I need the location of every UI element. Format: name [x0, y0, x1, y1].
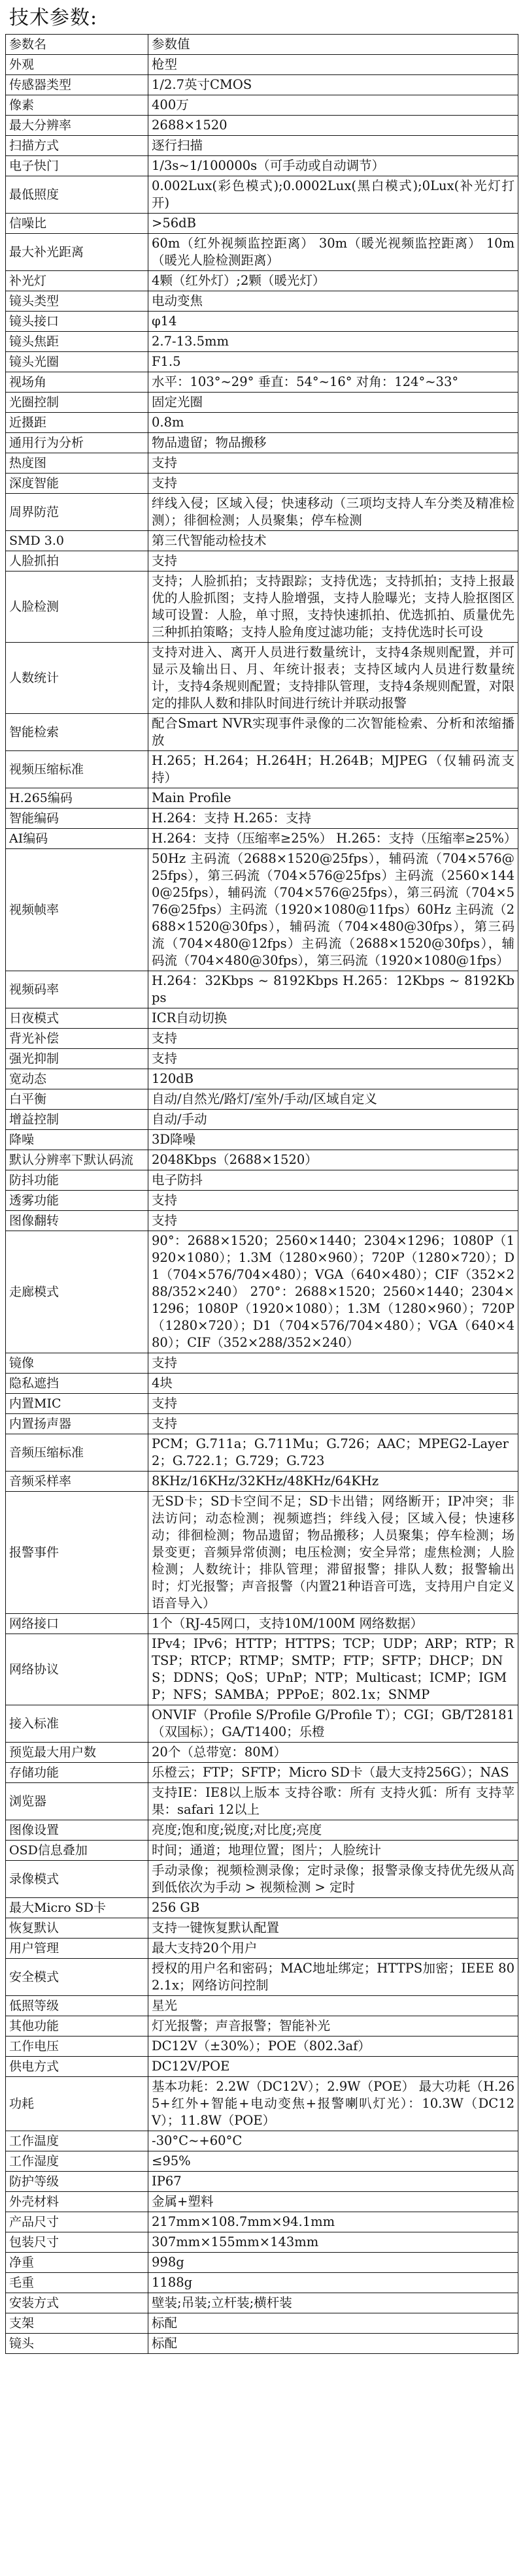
table-row	[6, 214, 518, 234]
page-title: 技术参数:	[9, 7, 98, 29]
table-row	[6, 2293, 518, 2313]
param-name-cell: 工作电压	[6, 2037, 148, 2057]
param-name-cell: 报警事件	[6, 1492, 148, 1614]
table-row	[6, 643, 518, 714]
table-row	[6, 136, 518, 156]
table-row	[6, 1861, 518, 1898]
param-name-cell: 隐私遮挡	[6, 1374, 148, 1394]
param-name-cell: SMD 3.0	[6, 531, 148, 551]
param-value-cell: 1/3s~1/100000s（可手动或自动调节）	[148, 156, 518, 176]
table-row	[6, 234, 518, 271]
table-row	[6, 572, 518, 643]
table-row	[6, 1029, 518, 1049]
param-value-cell: 参数值	[148, 35, 518, 55]
param-name-cell: 通用行为分析	[6, 433, 148, 453]
param-name-cell: 宽动态	[6, 1069, 148, 1089]
param-name-cell: 视场角	[6, 372, 148, 393]
param-value-cell: 授权的用户名和密码；MAC地址绑定；HTTPS加密；IEEE 802.1x；网络访问控制	[148, 1959, 518, 1996]
table-row	[6, 1211, 518, 1231]
param-name-cell: 最低照度	[6, 176, 148, 214]
param-name-cell: 人脸抓拍	[6, 551, 148, 572]
table-row	[6, 1763, 518, 1783]
table-row	[6, 271, 518, 291]
table-row	[6, 2131, 518, 2151]
table-row	[6, 393, 518, 413]
param-value-cell: 枪型	[148, 55, 518, 75]
param-name-cell: 产品尺寸	[6, 2212, 148, 2232]
param-name-cell: 镜像	[6, 1353, 148, 1374]
param-name-cell: 供电方式	[6, 2057, 148, 2077]
table-row	[6, 1918, 518, 1939]
param-value-cell: DC12V/POE	[148, 2057, 518, 2077]
param-name-cell: 背光补偿	[6, 1029, 148, 1049]
param-name-cell: 电子快门	[6, 156, 148, 176]
param-name-cell: 其他功能	[6, 2016, 148, 2037]
table-row	[6, 1996, 518, 2016]
param-name-cell: 音频采样率	[6, 1472, 148, 1492]
param-name-cell: 最大Micro SD卡	[6, 1898, 148, 1918]
param-value-cell: 支持	[148, 1029, 518, 1049]
table-row	[6, 2037, 518, 2057]
param-value-cell: 支持	[148, 1211, 518, 1231]
table-row	[6, 2273, 518, 2293]
table-row	[6, 788, 518, 809]
param-value-cell: 逐行扫描	[148, 136, 518, 156]
param-value-cell: 50Hz 主码流（2688×1520@25fps），辅码流（704×576@25fps），第三码流（704×576@25fps）主码流（2560×1440@25fps），辅码流（704×576@25fps），第三码流（704×576@25fps）主码流（1920×1080@11fps）60Hz 主码流（2688×1520@30fps），辅码流（704×480@30fps），第三码流（704×480@12fps）主码流（2688×1520@30fps），辅码流（704×480@30fps），第三码流（1920×1080@1fps）	[148, 849, 518, 971]
param-value-cell: F1.5	[148, 352, 518, 372]
param-value-cell: 支持IE：IE8以上版本 支持谷歌：所有 支持火狐：所有 支持苹果：safari 12以上	[148, 1783, 518, 1820]
table-row	[6, 971, 518, 1008]
table-row	[6, 2192, 518, 2212]
param-value-cell: 乐橙云；FTP；SFTP；Micro SD卡（最大支持256G）；NAS	[148, 1763, 518, 1783]
param-name-cell: 热度图	[6, 453, 148, 474]
param-value-cell: 4颗（红外灯）;2颗（暖光灯）	[148, 271, 518, 291]
table-row	[6, 1820, 518, 1841]
param-name-cell: 防护等级	[6, 2172, 148, 2192]
table-row	[6, 372, 518, 393]
param-value-cell: 20个（总带宽：80M）	[148, 1743, 518, 1763]
table-row	[6, 1898, 518, 1918]
param-value-cell: 60m（红外视频监控距离） 30m（暖光视频监控距离） 10m（暖光人脸检测距离）	[148, 234, 518, 271]
table-row	[6, 1191, 518, 1211]
table-row	[6, 1374, 518, 1394]
param-value-cell: 标配	[148, 2313, 518, 2334]
param-name-cell: H.265编码	[6, 788, 148, 809]
param-value-cell: 0.002Lux(彩色模式);0.0002Lux(黑白模式);0Lux(补光灯打开)	[148, 176, 518, 214]
param-value-cell: 支持	[148, 1394, 518, 1414]
param-name-cell: 降噪	[6, 1130, 148, 1150]
param-name-cell: 白平衡	[6, 1089, 148, 1110]
table-row	[6, 35, 518, 55]
table-row	[6, 1434, 518, 1472]
table-row	[6, 531, 518, 551]
param-value-cell: -30°C~+60°C	[148, 2131, 518, 2151]
param-name-cell: 工作湿度	[6, 2151, 148, 2172]
param-value-cell: 最大支持20个用户	[148, 1939, 518, 1959]
param-value-cell: 第三代智能动检技术	[148, 531, 518, 551]
param-name-cell: 网络协议	[6, 1634, 148, 1705]
param-name-cell: 毛重	[6, 2273, 148, 2293]
table-row	[6, 809, 518, 829]
param-value-cell: 1188g	[148, 2273, 518, 2293]
param-name-cell: 镜头焦距	[6, 332, 148, 352]
table-row	[6, 433, 518, 453]
param-value-cell: 8KHz/16KHz/32KHz/48KHz/64KHz	[148, 1472, 518, 1492]
param-value-cell: 物品遗留；物品搬移	[148, 433, 518, 453]
param-name-cell: 图像翻转	[6, 1211, 148, 1231]
param-value-cell: ONVIF（Profile S/Profile G/Profile T）；CGI；GB/T28181（双国标）；GA/T1400；乐橙	[148, 1705, 518, 1743]
param-value-cell: 2048Kbps（2688×1520）	[148, 1150, 518, 1170]
table-row	[6, 1634, 518, 1705]
param-name-cell: 视频码率	[6, 971, 148, 1008]
param-value-cell: 1个（RJ-45网口，支持10M/100M 网络数据）	[148, 1614, 518, 1634]
param-name-cell: 安全模式	[6, 1959, 148, 1996]
param-name-cell: 信噪比	[6, 214, 148, 234]
param-value-cell: 灯光报警；声音报警；智能补光	[148, 2016, 518, 2037]
param-value-cell: 支持	[148, 1049, 518, 1069]
param-value-cell: 支持；人脸抓拍；支持跟踪；支持优选；支持抓拍；支持上报最优的人脸抓图；支持人脸增强，支持人脸曝光；支持人脸抠图区域可设置：人脸，单寸照，支持快速抓拍、优选抓拍、质量优先三种抓拍策略；支持人脸角度过滤功能；支持优选时长可设	[148, 572, 518, 643]
param-value-cell: 1/2.7英寸CMOS	[148, 75, 518, 95]
param-value-cell: 自动/手动	[148, 1110, 518, 1130]
param-name-cell: 图像设置	[6, 1820, 148, 1841]
param-name-cell: 网络接口	[6, 1614, 148, 1634]
table-row	[6, 1049, 518, 1069]
param-name-cell: 外壳材料	[6, 2192, 148, 2212]
table-row	[6, 714, 518, 751]
param-name-cell: 近摄距	[6, 413, 148, 433]
table-row	[6, 551, 518, 572]
param-value-cell: 支持	[148, 453, 518, 474]
table-row	[6, 95, 518, 116]
table-row	[6, 453, 518, 474]
table-row	[6, 1069, 518, 1089]
param-value-cell: 90°：2688×1520；2560×1440；2304×1296；1080P（1920×1080）；1.3M（1280×960）；720P（1280×720）；D1（704×576/704×480）；VGA（640×480）；CIF（352×288/352×240） 270°：2688×1520；2560×1440；2304×1296；1080P（1920×1080）；1.3M（1280×960）；720P（1280×720）；D1（704×576/704×480）；VGA（640×480）；CIF（352×288/352×240）	[148, 1231, 518, 1353]
param-name-cell: 外观	[6, 55, 148, 75]
param-value-cell: φ14	[148, 312, 518, 332]
param-name-cell: 防抖功能	[6, 1170, 148, 1191]
table-row	[6, 1841, 518, 1861]
param-value-cell: H.265；H.264；H.264H；H.264B；MJPEG（仅辅码流支持）	[148, 751, 518, 788]
table-row	[6, 1472, 518, 1492]
param-name-cell: 智能检索	[6, 714, 148, 751]
table-row	[6, 1939, 518, 1959]
param-name-cell: 支架	[6, 2313, 148, 2334]
param-name-cell: 工作温度	[6, 2131, 148, 2151]
param-value-cell: 支持	[148, 1353, 518, 1374]
param-value-cell: 2.7-13.5mm	[148, 332, 518, 352]
param-name-cell: 内置扬声器	[6, 1414, 148, 1434]
param-name-cell: 透雾功能	[6, 1191, 148, 1211]
table-row	[6, 2172, 518, 2192]
param-value-cell: IP67	[148, 2172, 518, 2192]
param-name-cell: 智能编码	[6, 809, 148, 829]
table-row	[6, 1783, 518, 1820]
param-name-cell: 参数名	[6, 35, 148, 55]
table-row	[6, 1394, 518, 1414]
table-row	[6, 75, 518, 95]
param-name-cell: 安装方式	[6, 2293, 148, 2313]
table-row	[6, 291, 518, 312]
table-row	[6, 1705, 518, 1743]
table-row	[6, 2077, 518, 2131]
param-name-cell: 深度智能	[6, 474, 148, 494]
param-value-cell: 支持	[148, 1191, 518, 1211]
param-name-cell: 增益控制	[6, 1110, 148, 1130]
param-name-cell: 浏览器	[6, 1783, 148, 1820]
table-row	[6, 1089, 518, 1110]
table-row	[6, 156, 518, 176]
table-row	[6, 1959, 518, 1996]
param-value-cell: 支持	[148, 1414, 518, 1434]
param-name-cell: 最大补光距离	[6, 234, 148, 271]
table-row	[6, 829, 518, 849]
param-name-cell: 镜头光圈	[6, 352, 148, 372]
param-value-cell: 支持	[148, 551, 518, 572]
table-row	[6, 2232, 518, 2253]
table-row	[6, 849, 518, 971]
param-name-cell: 视频帧率	[6, 849, 148, 971]
param-value-cell: 绊线入侵；区域入侵；快速移动（三项均支持人车分类及精准检测）；徘徊检测；人员聚集；停车检测	[148, 494, 518, 531]
param-name-cell: 镜头	[6, 2334, 148, 2354]
param-name-cell: 录像模式	[6, 1861, 148, 1898]
param-name-cell: 存储功能	[6, 1763, 148, 1783]
param-value-cell: PCM；G.711a；G.711Mu；G.726；AAC；MPEG2-Layer2；G.722.1；G.729；G.723	[148, 1434, 518, 1472]
param-value-cell: ≤95%	[148, 2151, 518, 2172]
param-value-cell: >56dB	[148, 214, 518, 234]
param-value-cell: 亮度;饱和度;锐度;对比度;亮度	[148, 1820, 518, 1841]
param-value-cell: 支持一键恢复默认配置	[148, 1918, 518, 1939]
param-name-cell: 最大分辨率	[6, 116, 148, 136]
param-name-cell: 强光抑制	[6, 1049, 148, 1069]
param-value-cell: H.264：32Kbps ~ 8192Kbps H.265：12Kbps ~ 8192Kbps	[148, 971, 518, 1008]
param-value-cell: 307mm×155mm×143mm	[148, 2232, 518, 2253]
param-value-cell: 电动变焦	[148, 291, 518, 312]
table-row	[6, 751, 518, 788]
table-row	[6, 332, 518, 352]
table-row	[6, 352, 518, 372]
param-name-cell: 预览最大用户数	[6, 1743, 148, 1763]
param-value-cell: 星光	[148, 1996, 518, 2016]
param-value-cell: ICR自动切换	[148, 1008, 518, 1029]
param-value-cell: 电子防抖	[148, 1170, 518, 1191]
table-row	[6, 2313, 518, 2334]
param-value-cell: IPv4；IPv6；HTTP；HTTPS；TCP；UDP；ARP；RTP；RTSP；RTCP；RTMP；SMTP；FTP；SFTP；DHCP；DNS；DDNS；QoS；UPnP；NTP；Multicast；ICMP；IGMP；NFS；SAMBA；PPPoE；802.1x；SNMP	[148, 1634, 518, 1705]
param-value-cell: 水平：103°~29° 垂直：54°~16° 对角：124°~33°	[148, 372, 518, 393]
param-value-cell: 配合Smart NVR实现事件录像的二次智能检索、分析和浓缩播放	[148, 714, 518, 751]
param-value-cell: 壁装;吊装;立杆装;横杆装	[148, 2293, 518, 2313]
spec-table	[5, 34, 518, 2354]
param-name-cell: 净重	[6, 2253, 148, 2273]
param-name-cell: AI编码	[6, 829, 148, 849]
param-value-cell: H.264：支持（压缩率≥25%） H.265：支持（压缩率≥25%）	[148, 829, 518, 849]
table-row	[6, 116, 518, 136]
param-value-cell: 998g	[148, 2253, 518, 2273]
param-name-cell: 人数统计	[6, 643, 148, 714]
table-row	[6, 312, 518, 332]
param-name-cell: OSD信息叠加	[6, 1841, 148, 1861]
table-row	[6, 2151, 518, 2172]
param-name-cell: 镜头接口	[6, 312, 148, 332]
table-row	[6, 1130, 518, 1150]
table-row	[6, 413, 518, 433]
param-value-cell: 0.8m	[148, 413, 518, 433]
param-value-cell: 自动/自然光/路灯/室外/手动/区域自定义	[148, 1089, 518, 1110]
param-value-cell: 时间；通道；地理位置；图片；人脸统计	[148, 1841, 518, 1861]
param-value-cell: 3D降噪	[148, 1130, 518, 1150]
table-row	[6, 494, 518, 531]
table-row	[6, 1110, 518, 1130]
table-row	[6, 1614, 518, 1634]
param-value-cell: 支持	[148, 474, 518, 494]
param-name-cell: 默认分辨率下默认码流	[6, 1150, 148, 1170]
table-row	[6, 2057, 518, 2077]
table-row	[6, 55, 518, 75]
param-value-cell: H.264：支持 H.265：支持	[148, 809, 518, 829]
table-row	[6, 474, 518, 494]
table-row	[6, 1170, 518, 1191]
param-name-cell: 内置MIC	[6, 1394, 148, 1414]
table-row	[6, 2016, 518, 2037]
spec-table-body	[6, 35, 518, 2354]
table-row	[6, 176, 518, 214]
table-row	[6, 1231, 518, 1353]
param-name-cell: 走廊模式	[6, 1231, 148, 1353]
param-name-cell: 低照等级	[6, 1996, 148, 2016]
table-row	[6, 1743, 518, 1763]
param-value-cell: 4块	[148, 1374, 518, 1394]
table-row	[6, 1150, 518, 1170]
param-value-cell: 金属+塑料	[148, 2192, 518, 2212]
param-value-cell: 2688×1520	[148, 116, 518, 136]
param-value-cell: 217mm×108.7mm×94.1mm	[148, 2212, 518, 2232]
table-row	[6, 1414, 518, 1434]
param-name-cell: 周界防范	[6, 494, 148, 531]
param-value-cell: 400万	[148, 95, 518, 116]
param-value-cell: 基本功耗：2.2W（DC12V）；2.9W（POE） 最大功耗（H.265+红外+智能+电动变焦+报警喇叭灯光）：10.3W（DC12V）；11.8W（POE）	[148, 2077, 518, 2131]
param-value-cell: 120dB	[148, 1069, 518, 1089]
table-row	[6, 2334, 518, 2354]
param-name-cell: 传感器类型	[6, 75, 148, 95]
param-value-cell: 256 GB	[148, 1898, 518, 1918]
param-name-cell: 音频压缩标准	[6, 1434, 148, 1472]
param-name-cell: 像素	[6, 95, 148, 116]
table-row	[6, 2253, 518, 2273]
param-name-cell: 日夜模式	[6, 1008, 148, 1029]
param-value-cell: 无SD卡；SD卡空间不足；SD卡出错；网络断开；IP冲突；非法访问；动态检测；视频遮挡；绊线入侵；区域入侵；快速移动；徘徊检测；物品遗留；物品搬移；人员聚集；停车检测；场景变更；音频异常侦测；电压检测；安全异常；虚焦检测；人脸检测；人数统计；排队管理；滞留报警；排队人数；报警输出时；灯光报警；声音报警（内置21种语音可选，支持用户自定义语音导入）	[148, 1492, 518, 1614]
param-name-cell: 功耗	[6, 2077, 148, 2131]
param-name-cell: 接入标准	[6, 1705, 148, 1743]
param-value-cell: 标配	[148, 2334, 518, 2354]
param-name-cell: 包装尺寸	[6, 2232, 148, 2253]
param-value-cell: Main Profile	[148, 788, 518, 809]
param-value-cell: DC12V（±30%）；POE（802.3af）	[148, 2037, 518, 2057]
param-value-cell: 固定光圈	[148, 393, 518, 413]
table-row	[6, 1353, 518, 1374]
param-name-cell: 视频压缩标准	[6, 751, 148, 788]
param-name-cell: 补光灯	[6, 271, 148, 291]
param-value-cell: 支持对进入、离开人员进行数量统计，支持4条规则配置，并可显示及输出日、月、年统计报表；支持区域内人员进行数量统计，支持4条规则配置；支持排队管理，支持4条规则配置，对限定的排队人数和排队时间进行统计并联动报警	[148, 643, 518, 714]
param-value-cell: 手动录像；视频检测录像；定时录像；报警录像支持优先级从高到低依次为手动 > 视频检测 > 定时	[148, 1861, 518, 1898]
param-name-cell: 扫描方式	[6, 136, 148, 156]
param-name-cell: 用户管理	[6, 1939, 148, 1959]
table-row	[6, 1008, 518, 1029]
param-name-cell: 恢复默认	[6, 1918, 148, 1939]
param-name-cell: 镜头类型	[6, 291, 148, 312]
param-name-cell: 人脸检测	[6, 572, 148, 643]
param-name-cell: 光圈控制	[6, 393, 148, 413]
table-row	[6, 2212, 518, 2232]
table-row	[6, 1492, 518, 1614]
